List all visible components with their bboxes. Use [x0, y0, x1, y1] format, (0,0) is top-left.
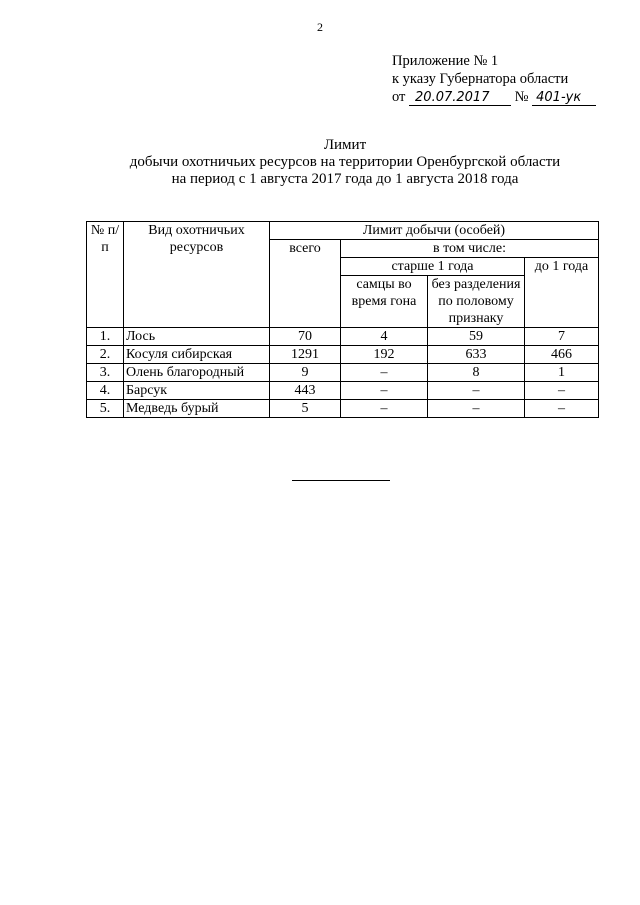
cell-no-sex: 59	[428, 328, 525, 346]
cell-num: 4.	[87, 382, 124, 400]
cell-males: 4	[341, 328, 428, 346]
appendix-block	[392, 52, 596, 106]
appendix-title: Приложение № 1	[392, 53, 499, 69]
appendix-date-line	[392, 88, 596, 106]
number-label: №	[514, 89, 529, 105]
header-males: самцы во время гона	[341, 276, 428, 328]
limits-table	[86, 221, 599, 418]
cell-males: –	[341, 400, 428, 418]
cell-species: Барсук	[124, 382, 270, 400]
cell-species: Лось	[124, 328, 270, 346]
header-no-sex: без разделения по половому признаку	[428, 276, 525, 328]
table-row	[87, 364, 599, 382]
header-under: до 1 года	[525, 258, 599, 328]
header-total: всего	[270, 240, 341, 328]
cell-num: 1.	[87, 328, 124, 346]
cell-total: 443	[270, 382, 341, 400]
header-species: Вид охотничьих ресурсов	[124, 222, 270, 328]
cell-no-sex: 8	[428, 364, 525, 382]
cell-total: 70	[270, 328, 341, 346]
cell-under: 1	[525, 364, 599, 382]
cell-num: 2.	[87, 346, 124, 364]
cell-no-sex: –	[428, 382, 525, 400]
cell-no-sex: 633	[428, 346, 525, 364]
cell-under: –	[525, 400, 599, 418]
cell-males: –	[341, 382, 428, 400]
table-row	[87, 328, 599, 346]
cell-total: 1291	[270, 346, 341, 364]
cell-under: 7	[525, 328, 599, 346]
from-label: от	[392, 89, 406, 105]
title-line-2: добычи охотничьих ресурсов на территории Оренбургской области	[129, 154, 561, 170]
cell-males: 192	[341, 346, 428, 364]
cell-total: 5	[270, 400, 341, 418]
cell-species: Медведь бурый	[124, 400, 270, 418]
cell-num: 5.	[87, 400, 124, 418]
header-limit: Лимит добычи (особей)	[270, 222, 599, 240]
header-older: старше 1 года	[341, 258, 525, 276]
title-line-3: на период с 1 августа 2017 года до 1 августа 2018 года	[171, 171, 519, 187]
separator-line	[292, 480, 390, 481]
table-body	[87, 328, 599, 418]
header-including: в том числе:	[341, 240, 599, 258]
cell-num: 3.	[87, 364, 124, 382]
cell-species: Олень благородный	[124, 364, 270, 382]
appendix-decree: к указу Губернатора области	[392, 71, 569, 87]
cell-total: 9	[270, 364, 341, 382]
page-number: 2	[317, 20, 323, 34]
table-row	[87, 382, 599, 400]
document-title	[0, 137, 640, 188]
table-row	[87, 400, 599, 418]
header-num: № п/п	[87, 222, 124, 328]
cell-males: –	[341, 364, 428, 382]
cell-species: Косуля сибирская	[124, 346, 270, 364]
cell-under: –	[525, 382, 599, 400]
handwritten-date: 20.07.2017	[409, 91, 511, 106]
table-row	[87, 346, 599, 364]
cell-under: 466	[525, 346, 599, 364]
handwritten-number: 401-ук	[532, 91, 596, 106]
cell-no-sex: –	[428, 400, 525, 418]
title-line-1: Лимит	[323, 137, 367, 153]
